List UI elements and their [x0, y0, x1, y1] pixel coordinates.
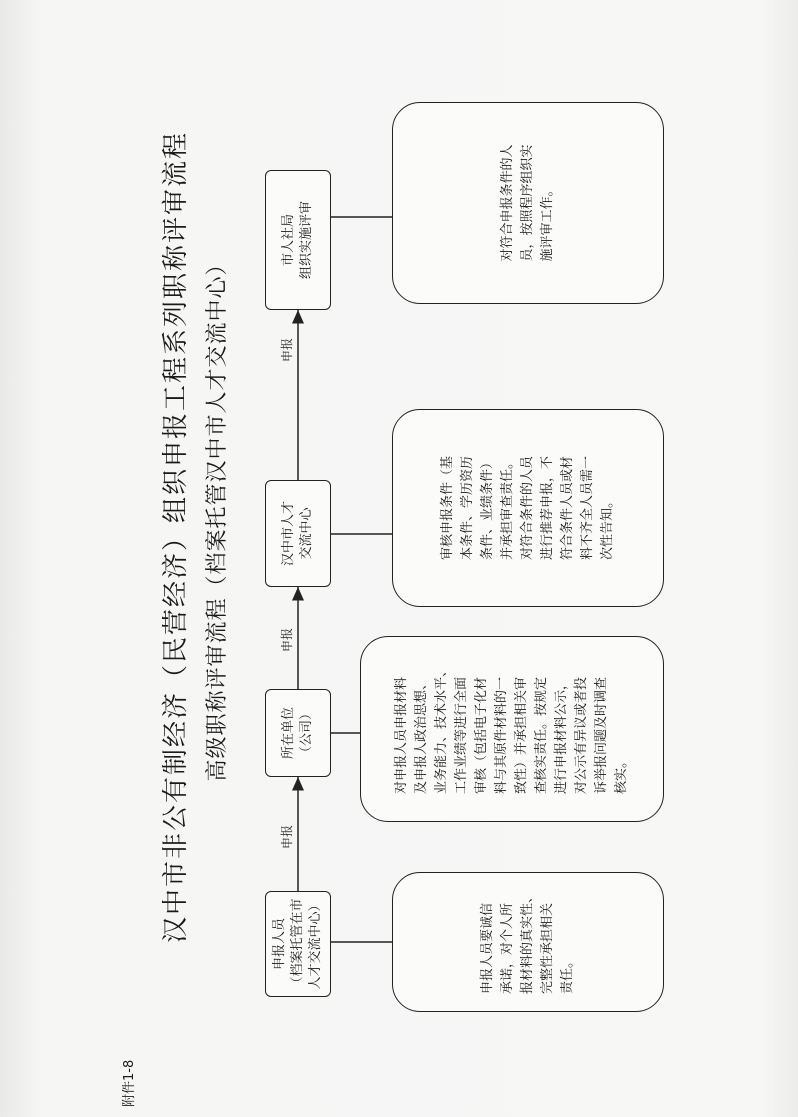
- desc-line: 对符合条件的人员: [520, 456, 535, 561]
- desc-line: 员，按照程序组织实: [520, 144, 535, 262]
- attachment-label: 附件1-8: [122, 1059, 137, 1107]
- step-desc-talent-center: [392, 409, 664, 607]
- flow-label-2: 申报: [280, 627, 294, 652]
- page-subtitle: 高级职称评审流程（档案托管汉中市人才交流中心）: [205, 252, 230, 782]
- page-title: 汉中市非公有制经济（民营经济）组织申报工程系列职称评审流程: [161, 131, 191, 944]
- flow-label-1: 申报: [280, 824, 294, 849]
- desc-line: 对申报人员申报材料: [394, 677, 409, 795]
- desc-line: 进行申报材料公示，: [554, 677, 569, 795]
- desc-line: 及申报人政治思想、: [414, 677, 429, 795]
- desc-line: 业务能力、技术水平、: [434, 664, 449, 795]
- desc-line: 工作业绩等进行全面: [454, 677, 469, 795]
- step-desc-applicant: [392, 872, 664, 1012]
- desc-line: 责任。: [560, 955, 575, 995]
- desc-line: 申报人员要诚信: [480, 903, 495, 995]
- desc-line: 料与其原件材料的一: [494, 677, 509, 795]
- desc-line: 施评审工作。: [540, 183, 555, 262]
- step-node-employer: 所在单位 （公司）: [265, 689, 331, 777]
- desc-line: 完整性承担相关: [540, 903, 555, 995]
- desc-line: 条件、业绩条件）: [480, 456, 495, 561]
- desc-line: 进行推荐申报，不: [540, 456, 555, 561]
- flow-label-3: 申报: [280, 337, 294, 362]
- desc-line: 对公示有异议或者投: [574, 677, 589, 795]
- desc-line: 审核（包括电子化材: [474, 677, 489, 795]
- desc-line: 对符合申报条件的人: [500, 144, 515, 262]
- step-node-applicant: 申报人员 （档案托管在市 人才交流中心）: [265, 891, 331, 997]
- step-node-talent-center: 汉中市人才 交流中心: [265, 480, 331, 587]
- desc-line: 审核申报条件（基: [440, 456, 455, 561]
- desc-line: 符合条件人员或材: [560, 456, 575, 561]
- desc-line: 并承担审查责任。: [500, 456, 515, 561]
- desc-line: 核实。: [614, 755, 629, 795]
- desc-line: 料不齐全人员需一: [580, 456, 595, 561]
- desc-line: 报材料的真实性、: [520, 890, 535, 995]
- step-desc-employer: [360, 636, 664, 822]
- desc-line: 次性告知。: [600, 495, 615, 561]
- desc-line: 承诺，对个人所: [500, 903, 515, 995]
- step-node-hr-bureau: 市人社局 组织实施评审: [265, 170, 331, 310]
- desc-line: 致性）并承担相关审: [514, 677, 529, 795]
- step-desc-hr-bureau: [392, 102, 664, 304]
- desc-line: 本条件、学历资历: [460, 456, 475, 561]
- desc-line: 诉举报问题及时调查: [594, 677, 609, 795]
- desc-line: 查核实责任。按规定: [534, 677, 549, 795]
